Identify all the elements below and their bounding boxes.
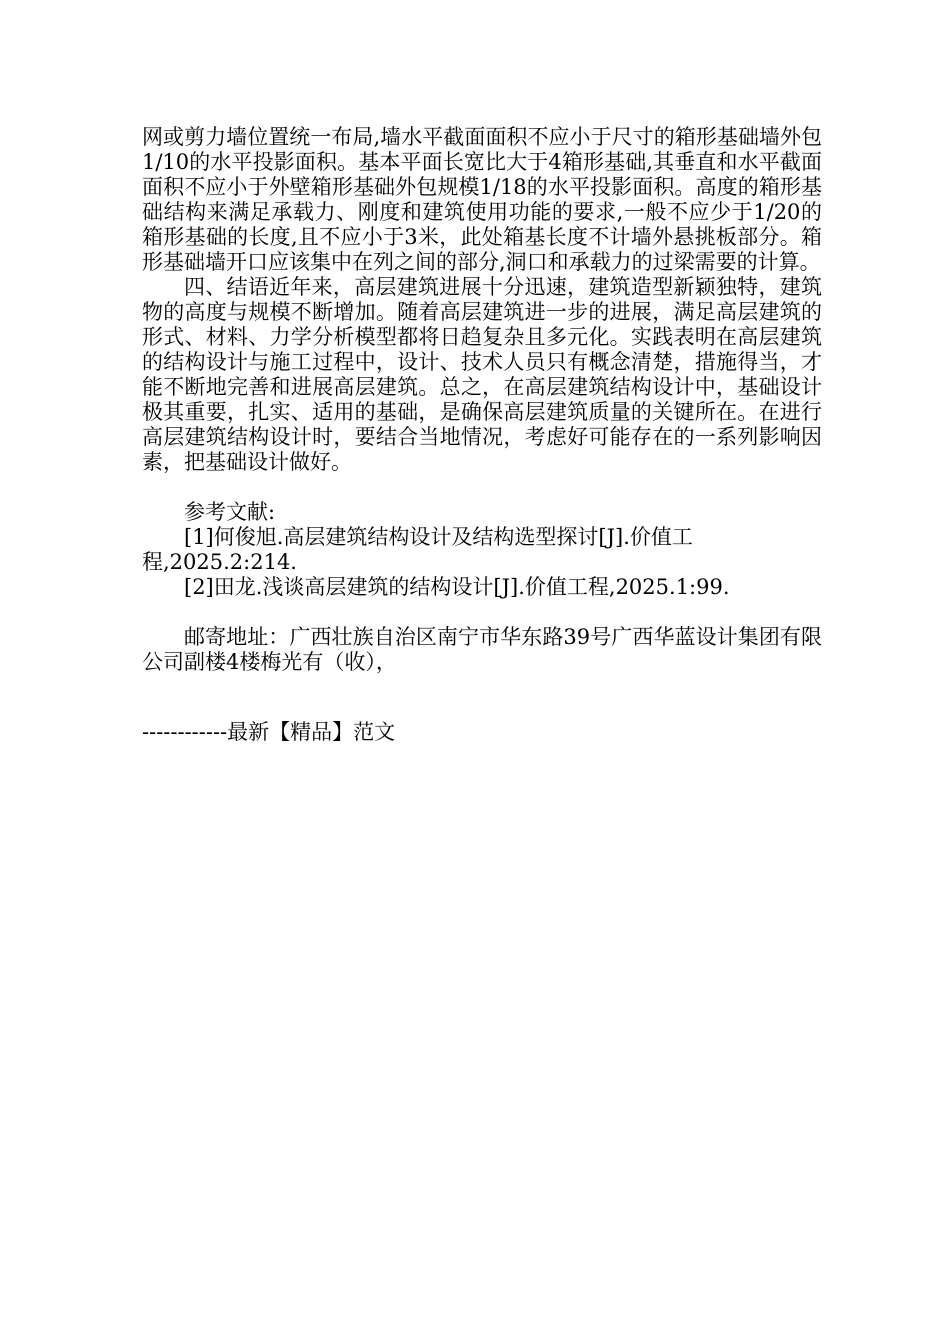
section-gap bbox=[142, 475, 822, 500]
mailing-address: 邮寄地址：广西壮族自治区南宁市华东路39号广西华蓝设计集团有限公司副楼4楼梅光有（收）， bbox=[142, 625, 822, 674]
section-gap bbox=[142, 600, 822, 625]
reference-item-2: [2]田龙.浅谈高层建筑的结构设计[J].价值工程,2025.1:99. bbox=[184, 575, 730, 599]
body-paragraph-2: 四、结语近年来，高层建筑进展十分迅速，建筑造型新颖独特，建筑物的高度与规模不断增加。随着高层建筑进一步的进展，满足高层建筑的形式、材料、力学分析模型都将日趋复杂且多元化。实践表明在高层建筑的结构设计与施工过程中，设计、技术人员只有概念清楚，措施得当，才能不断地完善和进展高层建筑。总之，在高层建筑结构设计中，基础设计极其重要，扎实、适用的基础，是确保高层建筑质量的关键所在。在进行高层建筑结构设计时，要结合当地情况，考虑好可能存在的一系列影响因素，把基础设计做好。 bbox=[142, 275, 822, 474]
footer-gap bbox=[142, 675, 822, 720]
reference-item-1: [1]何俊旭.高层建筑结构设计及结构选型探讨[J].价值工程,2025.2:214. bbox=[142, 525, 693, 574]
document-page bbox=[142, 125, 822, 745]
body-paragraph-1: 网或剪力墙位置统一布局,墙水平截面面积不应小于尺寸的箱形基础墙外包1/10的水平投影面积。基本平面长宽比大于4箱形基础,其垂直和水平截面面积不应小于外壁箱形基础外包规模1/18的水平投影面积。高度的箱形基础结构来满足承载力、刚度和建筑使用功能的要求,一般不应少于1/20的箱形基础的长度,且不应小于3米，此处箱基长度不计墙外悬挑板部分。箱形基础墙开口应该集中在列之间的部分,洞口和承载力的过梁需要的计算。 bbox=[142, 125, 822, 274]
references-heading: 参考文献: bbox=[184, 500, 276, 524]
footer-tagline: ------------最新【精品】范文 bbox=[142, 720, 396, 744]
